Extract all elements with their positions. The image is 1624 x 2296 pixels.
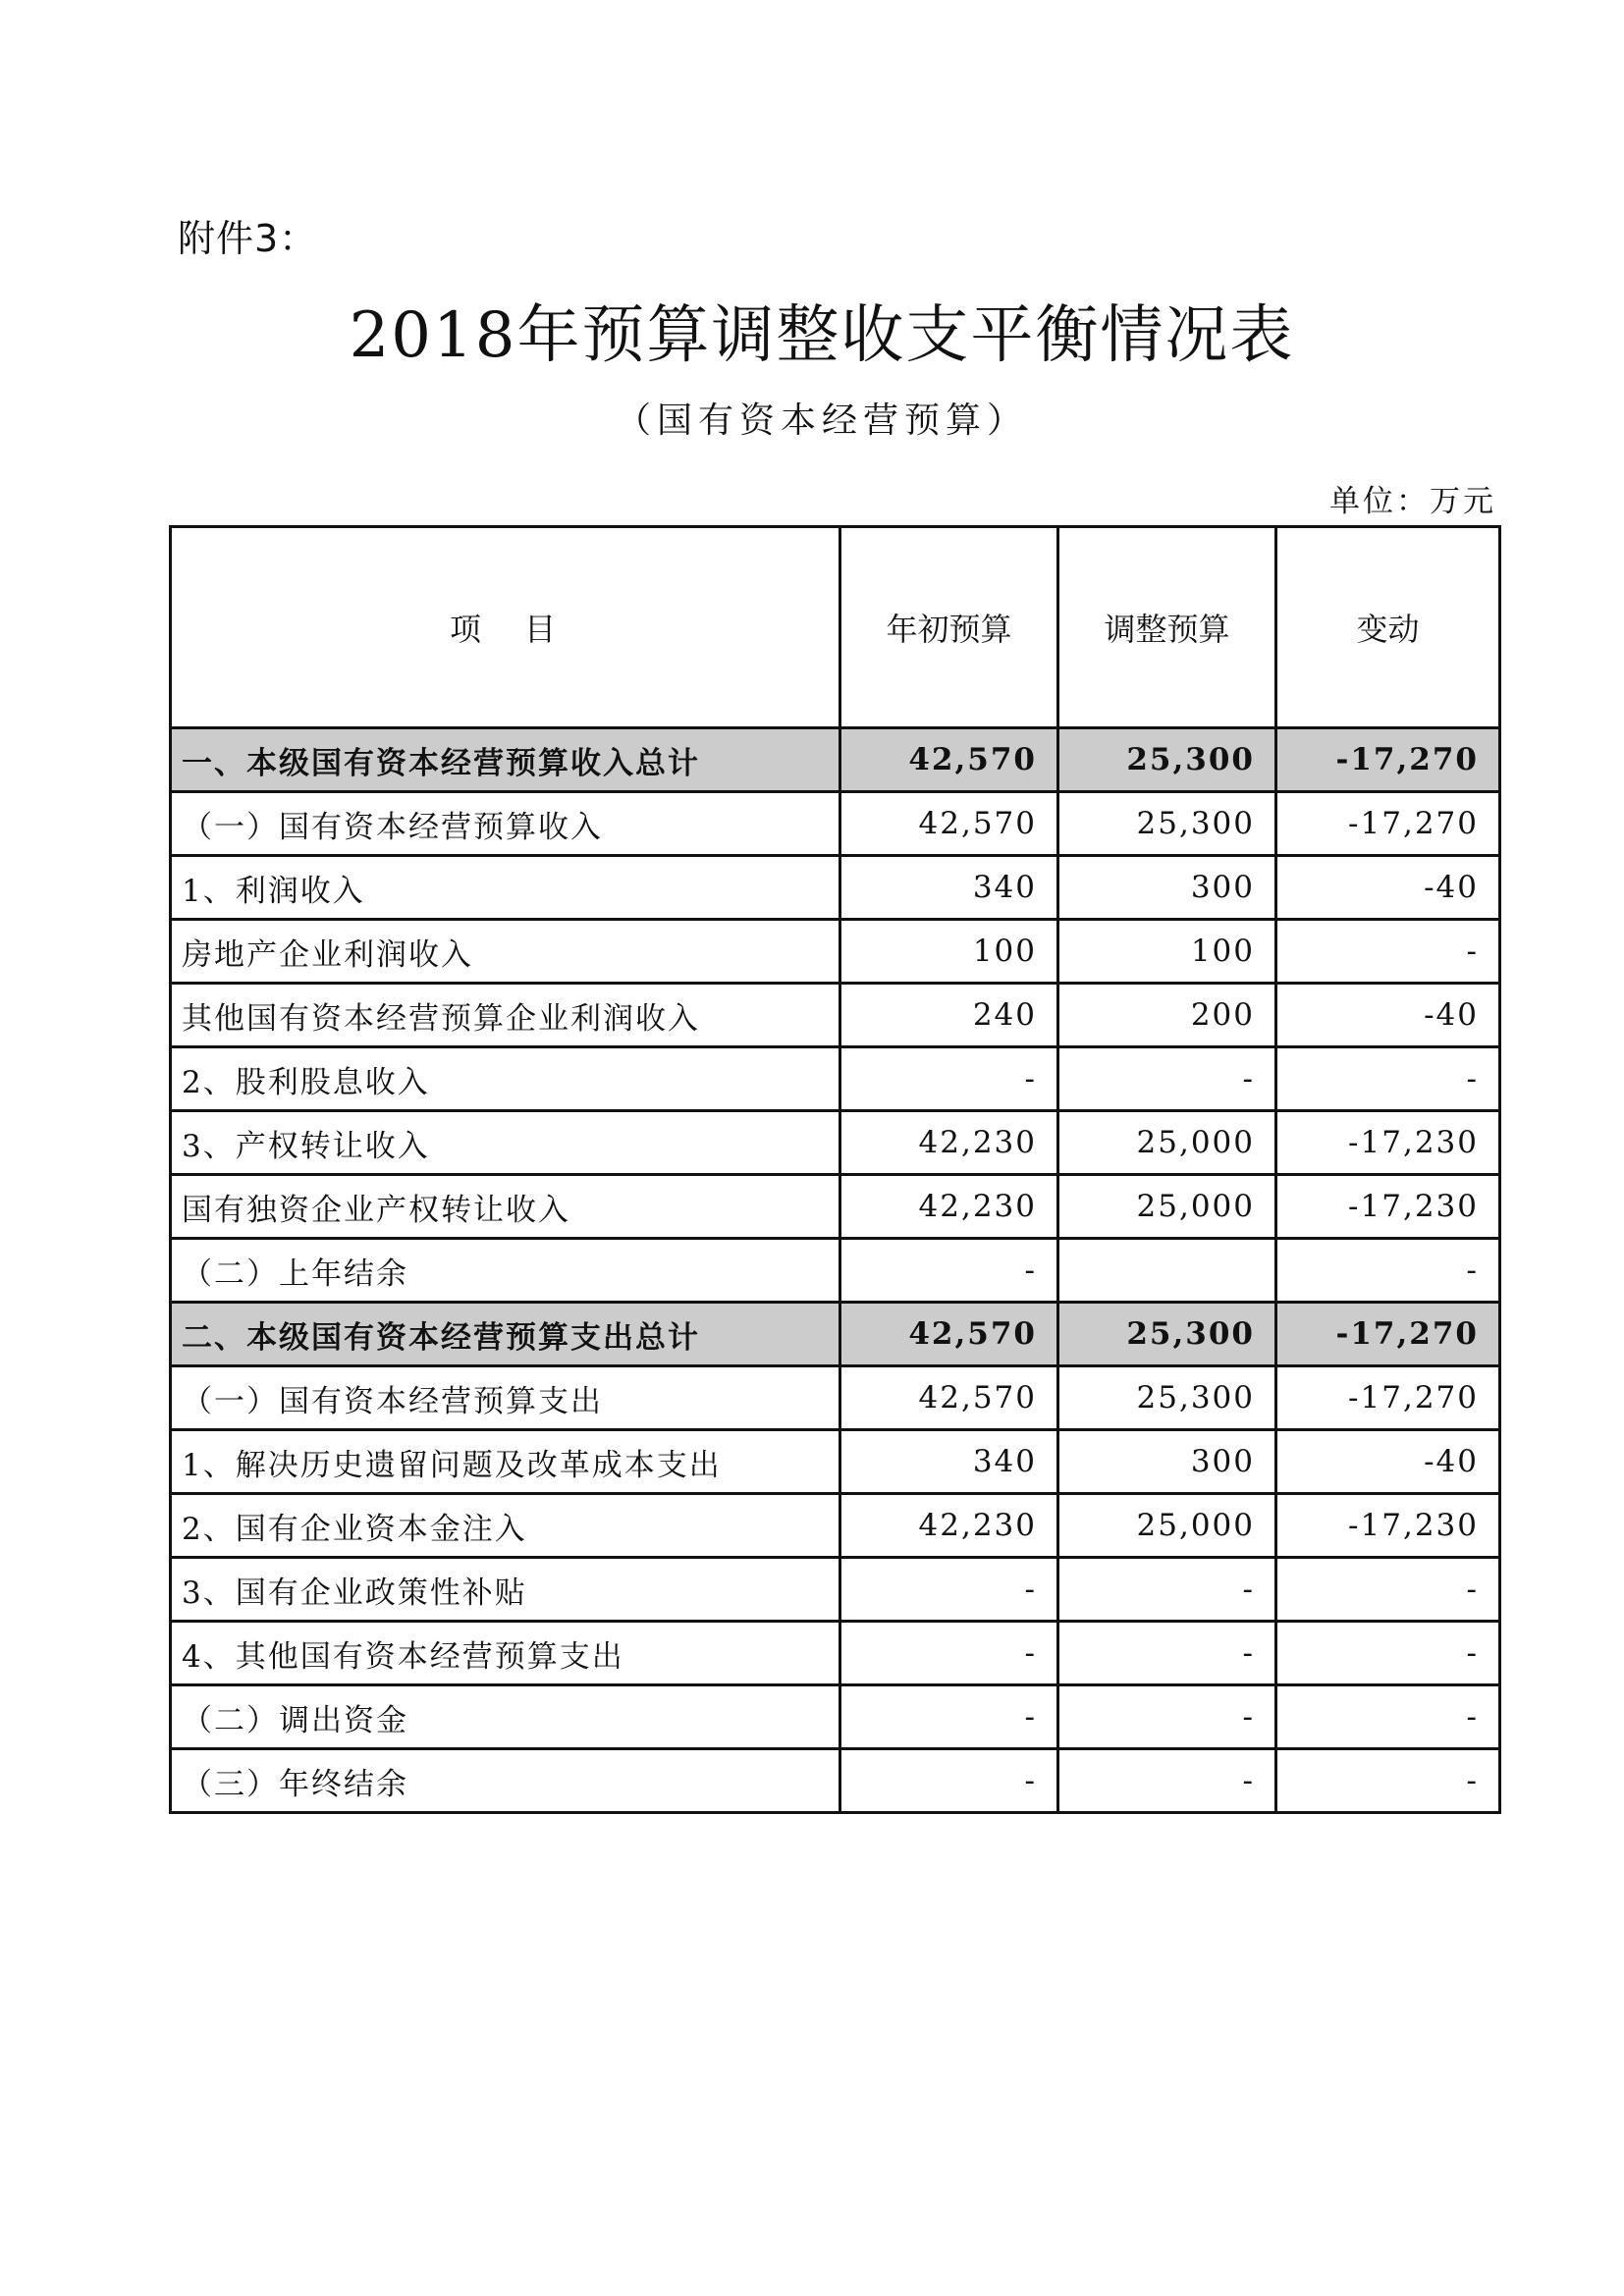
row-adjusted: 300 [1058,1430,1276,1494]
row-adjusted: 25,000 [1058,1111,1276,1175]
row-initial: 42,230 [840,1175,1058,1239]
row-change: -17,230 [1276,1494,1500,1558]
row-change: -17,230 [1276,1175,1500,1239]
row-label: 4、其他国有资本经营预算支出 [171,1622,840,1685]
row-change: -40 [1276,1430,1500,1494]
table-row [171,1303,1500,1366]
row-initial: - [840,1622,1058,1685]
row-label: 国有独资企业产权转让收入 [171,1175,840,1239]
header-initial-budget: 年初预算 [840,527,1058,728]
row-adjusted: - [1058,1047,1276,1111]
row-change: - [1276,1685,1500,1749]
table-row [171,1749,1500,1813]
row-label: 3、产权转让收入 [171,1111,840,1175]
page-title: 2018年预算调整收支平衡情况表 [349,299,1295,372]
table-row [171,1685,1500,1749]
row-change: -17,270 [1276,1366,1500,1430]
row-initial: 42,230 [840,1111,1058,1175]
row-label: 3、国有企业政策性补贴 [171,1558,840,1622]
row-adjusted: 25,300 [1058,1366,1276,1430]
row-adjusted: 100 [1058,920,1276,984]
row-initial: - [840,1558,1058,1622]
header-change: 变动 [1276,527,1500,728]
row-initial: - [840,1685,1058,1749]
row-label: （一）国有资本经营预算支出 [171,1366,840,1430]
row-initial: 340 [840,856,1058,920]
row-initial: 42,570 [840,728,1058,792]
table-row [171,920,1500,984]
row-change: -17,270 [1276,792,1500,856]
row-initial: 42,570 [840,1303,1058,1366]
table-row [171,1111,1500,1175]
row-label: 1、利润收入 [171,856,840,920]
row-adjusted: - [1058,1749,1276,1813]
row-adjusted: 25,300 [1058,1303,1276,1366]
table-row [171,792,1500,856]
table-row [171,1494,1500,1558]
header-item: 项目 [171,527,840,728]
table-row [171,1366,1500,1430]
row-initial: 340 [840,1430,1058,1494]
row-label: （二）调出资金 [171,1685,840,1749]
row-initial: - [840,1749,1058,1813]
row-initial: 100 [840,920,1058,984]
budget-table [169,525,1501,1814]
table-row [171,856,1500,920]
row-adjusted: 200 [1058,984,1276,1047]
row-change: - [1276,1239,1500,1303]
row-label: （三）年终结余 [171,1749,840,1813]
row-change: - [1276,1558,1500,1622]
row-label: 2、国有企业资本金注入 [171,1494,840,1558]
attachment-label: 附件3： [178,217,318,260]
row-adjusted: - [1058,1685,1276,1749]
table-row [171,1622,1500,1685]
page-subtitle: （国有资本经营预算） [615,400,1028,441]
row-label: 二、本级国有资本经营预算支出总计 [171,1303,840,1366]
row-change: - [1276,1622,1500,1685]
row-adjusted: 25,300 [1058,728,1276,792]
row-adjusted: 25,300 [1058,792,1276,856]
row-label: （一）国有资本经营预算收入 [171,792,840,856]
table-row [171,1175,1500,1239]
row-label: （二）上年结余 [171,1239,840,1303]
row-initial: 42,570 [840,1366,1058,1430]
row-label: 1、解决历史遗留问题及改革成本支出 [171,1430,840,1494]
row-adjusted [1058,1239,1276,1303]
row-adjusted: - [1058,1622,1276,1685]
row-label: 其他国有资本经营预算企业利润收入 [171,984,840,1047]
unit-label: 单位：万元 [1329,484,1496,519]
row-initial: - [840,1047,1058,1111]
row-change: -17,270 [1276,1303,1500,1366]
table-row [171,728,1500,792]
row-change: - [1276,920,1500,984]
row-initial: - [840,1239,1058,1303]
row-label: 一、本级国有资本经营预算收入总计 [171,728,840,792]
row-change: - [1276,1047,1500,1111]
row-label: 2、股利股息收入 [171,1047,840,1111]
row-change: -40 [1276,856,1500,920]
table-row [171,1047,1500,1111]
row-initial: 42,570 [840,792,1058,856]
table-row [171,1558,1500,1622]
row-initial: 240 [840,984,1058,1047]
row-adjusted: 300 [1058,856,1276,920]
row-label: 房地产企业利润收入 [171,920,840,984]
header-adjusted-budget: 调整预算 [1058,527,1276,728]
table-row [171,1430,1500,1494]
row-change: - [1276,1749,1500,1813]
table-header-row [171,527,1500,728]
row-adjusted: 25,000 [1058,1494,1276,1558]
row-change: -40 [1276,984,1500,1047]
row-adjusted: 25,000 [1058,1175,1276,1239]
row-initial: 42,230 [840,1494,1058,1558]
row-change: -17,230 [1276,1111,1500,1175]
row-change: -17,270 [1276,728,1500,792]
table-row [171,984,1500,1047]
row-adjusted: - [1058,1558,1276,1622]
table-row [171,1239,1500,1303]
